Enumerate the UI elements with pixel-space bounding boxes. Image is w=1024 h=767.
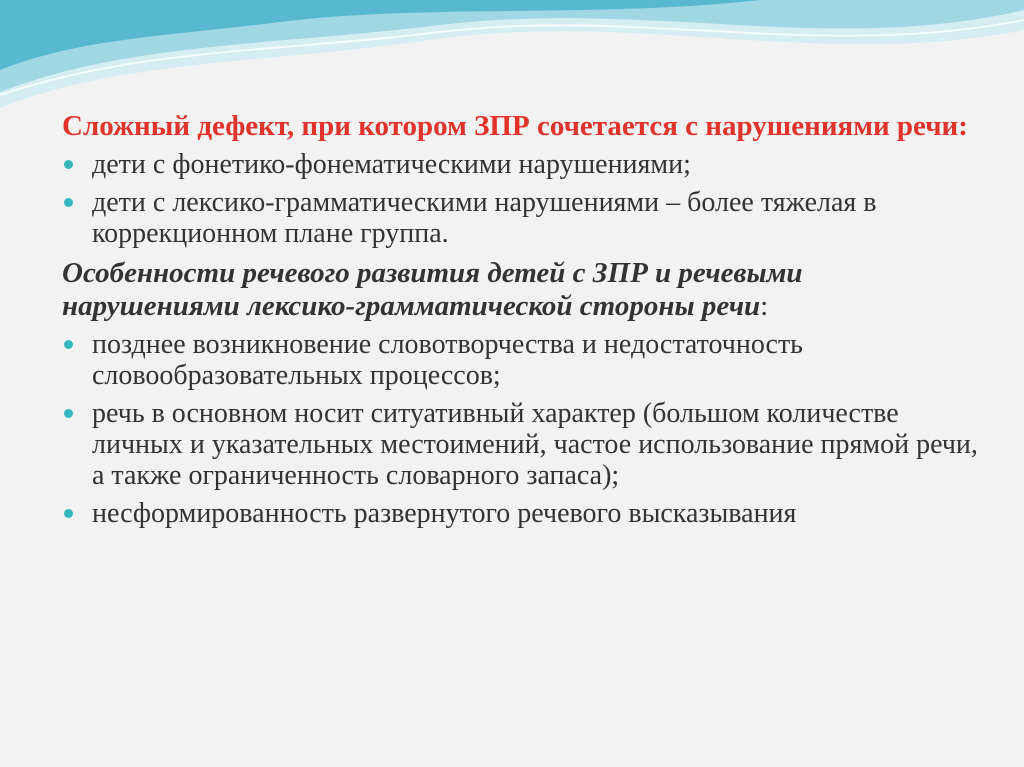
bullet-dot-icon — [64, 160, 73, 169]
heading-colon: : — [760, 290, 769, 322]
list-item — [62, 187, 982, 249]
list-item — [62, 498, 982, 529]
bullet-dot-icon — [64, 340, 73, 349]
slide-content — [62, 110, 982, 536]
list-item-text: дети с лексико-грамматическими нарушениями – более тяжелая в коррекционном плане группа. — [92, 187, 877, 249]
bullet-dot-icon — [64, 198, 73, 207]
bullet-dot-icon — [64, 409, 73, 418]
list-item-text: позднее возникновение словотворчества и недостаточность словообразовательных процессов; — [92, 329, 803, 391]
heading-speech-features — [62, 257, 982, 323]
list-item-text: речь в основном носит ситуативный характер (большом количестве личных и указательных местоимений, частое использование прямой речи, а также ограниченность словарного запаса); — [92, 398, 978, 491]
heading-complex-defect: Сложный дефект, при котором ЗПР сочетается с нарушениями речи: — [62, 110, 968, 142]
list-item-text: дети с фонетико-фонематическими нарушениями; — [92, 149, 691, 180]
list-item — [62, 398, 982, 491]
list-speech-disorders — [62, 149, 982, 249]
heading-speech-features-text: Особенности речевого развития детей с ЗПР и речевыми нарушениями лексико-грамматической стороны речи — [62, 257, 803, 322]
list-item-text: несформированность развернутого речевого высказывания — [92, 498, 797, 529]
bullet-dot-icon — [64, 509, 73, 518]
list-speech-features — [62, 329, 982, 529]
decorative-waves — [0, 0, 1024, 120]
list-item — [62, 149, 982, 180]
list-item — [62, 329, 982, 391]
